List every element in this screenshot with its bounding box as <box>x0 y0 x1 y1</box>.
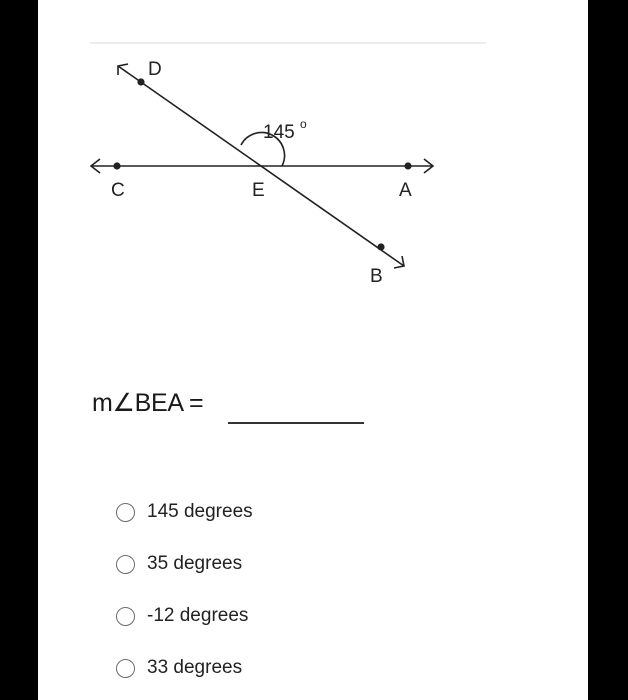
option-label: 33 degrees <box>147 657 243 678</box>
angle-diagram <box>38 0 588 300</box>
question-text: m∠BEA = <box>92 389 204 417</box>
radio-icon[interactable] <box>116 607 135 626</box>
radio-icon[interactable] <box>116 555 135 574</box>
label-b: B <box>370 266 383 287</box>
option-33-degrees[interactable] <box>116 653 242 683</box>
option-label: 35 degrees <box>147 553 243 574</box>
angle-value: 145 <box>263 122 295 143</box>
option-label: -12 degrees <box>147 605 249 626</box>
radio-icon[interactable] <box>116 659 135 678</box>
point-d <box>137 78 144 85</box>
option-145-degrees[interactable] <box>116 497 253 527</box>
point-c <box>113 162 120 169</box>
option-35-degrees[interactable] <box>116 549 242 579</box>
point-a <box>404 162 411 169</box>
question-card <box>38 0 588 700</box>
label-e: E <box>252 180 265 201</box>
radio-icon[interactable] <box>116 503 135 522</box>
label-d: D <box>148 59 162 80</box>
answer-blank <box>228 422 364 424</box>
option-label: 145 degrees <box>147 501 253 522</box>
option-neg-12-degrees[interactable] <box>116 601 248 631</box>
degree-symbol: o <box>300 117 307 131</box>
label-c: C <box>111 180 125 201</box>
point-b <box>377 243 384 250</box>
question-prompt <box>92 388 432 428</box>
label-a: A <box>399 180 412 201</box>
